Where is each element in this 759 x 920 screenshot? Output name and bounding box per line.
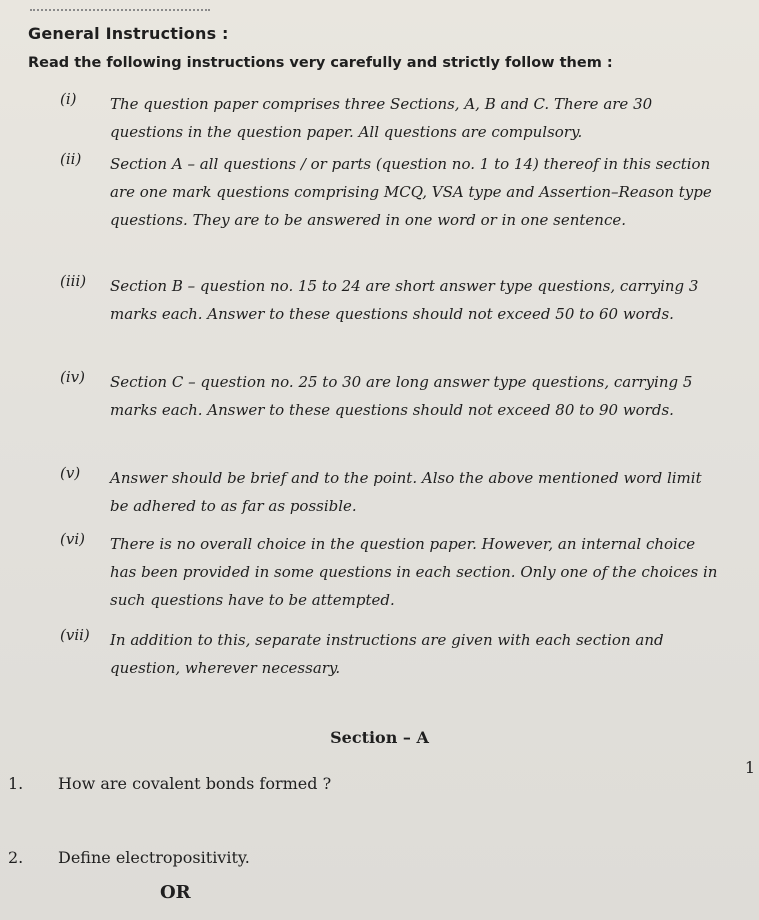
instruction-number: (i) bbox=[60, 90, 77, 108]
question-number: 1. bbox=[8, 774, 24, 793]
instruction-text: Section A – all questions / or parts (question no. 1 to 14) thereof in this section are one mark questions comprising MCQ, VSA type and Assertion–Reason type questions. They are to be answered in one word or in one sentence. bbox=[110, 155, 712, 229]
instruction-number: (vii) bbox=[60, 626, 90, 644]
question-text: How are covalent bonds formed ? bbox=[58, 774, 332, 793]
question-number: 2. bbox=[8, 848, 24, 867]
instruction-number: (vi) bbox=[60, 530, 85, 548]
question-text: Define electropositivity. bbox=[58, 848, 250, 867]
instruction-text: The question paper comprises three Sections, A, B and C. There are 30 questions in the question paper. All questions are compulsory. bbox=[110, 95, 653, 141]
instruction-text: Section C – question no. 25 to 30 are long answer type questions, carrying 5 marks each. Answer to these questions should not exceed 80 to 90 words. bbox=[110, 373, 693, 419]
or-label: OR bbox=[160, 882, 191, 903]
question-row bbox=[8, 774, 331, 793]
general-instructions-heading: General Instructions : bbox=[28, 24, 229, 43]
question-marks: 1 bbox=[744, 758, 755, 777]
instruction-number: (ii) bbox=[60, 150, 82, 168]
section-a-heading: Section – A bbox=[330, 728, 429, 747]
question-row bbox=[8, 848, 250, 867]
instruction-number: (v) bbox=[60, 464, 81, 482]
instruction-text: There is no overall choice in the question paper. However, an internal choice has been provided in some questions in each section. Only one of the choices in such questions have to be attempted. bbox=[110, 535, 718, 609]
instruction-text: Answer should be brief and to the point. Also the above mentioned word limit be adhered to as far as possible. bbox=[110, 469, 702, 515]
instruction-text: Section B – question no. 15 to 24 are short answer type questions, carrying 3 marks each. Answer to these questions should not exceed 50 to 60 words. bbox=[110, 277, 699, 323]
instruction-number: (iii) bbox=[60, 272, 87, 290]
instruction-text: In addition to this, separate instructions are given with each section and question, wherever necessary. bbox=[110, 631, 664, 677]
instruction-number: (iv) bbox=[60, 368, 85, 386]
read-instructions-line: Read the following instructions very carefully and strictly follow them : bbox=[28, 55, 613, 71]
top-rule bbox=[30, 9, 210, 11]
